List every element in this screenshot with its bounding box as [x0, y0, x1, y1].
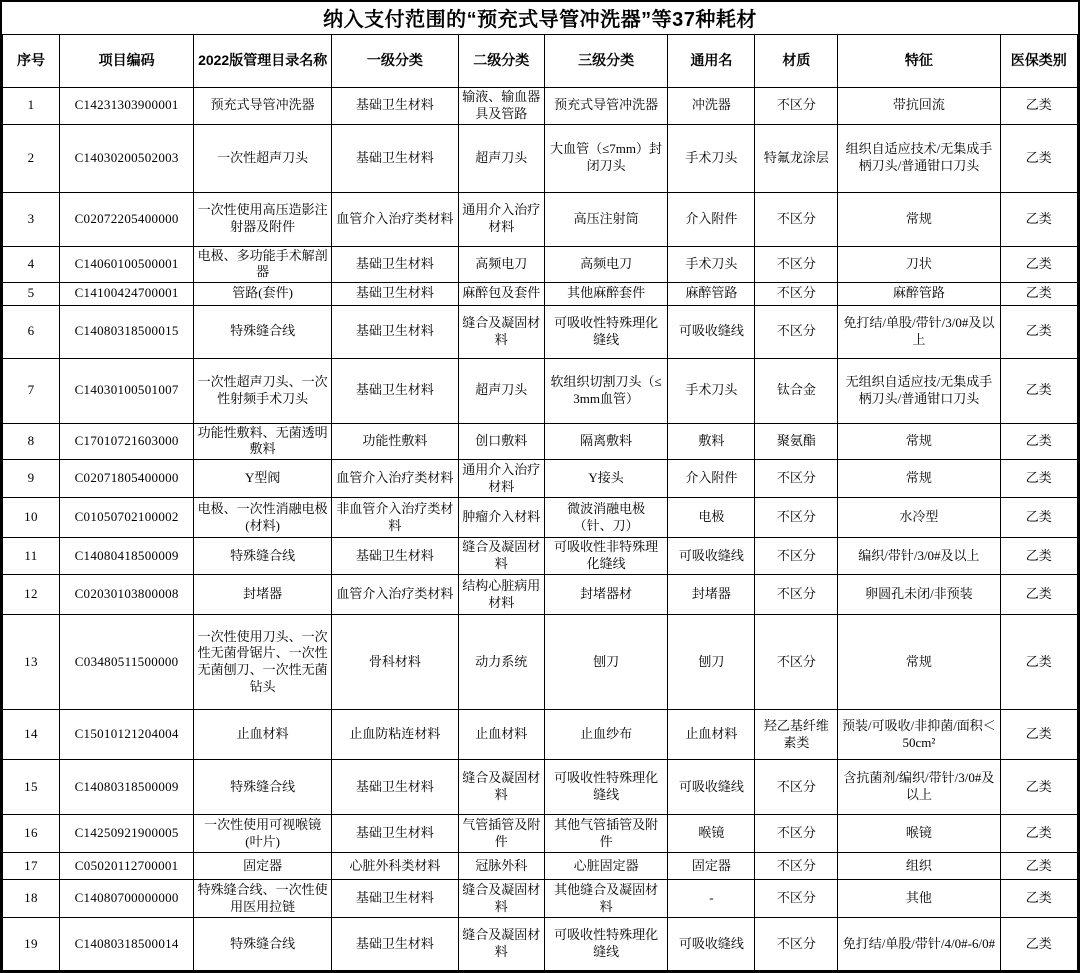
table-cell: C14080318500015 [59, 305, 193, 358]
table-cell: 4 [3, 246, 60, 282]
column-header: 三级分类 [544, 34, 668, 87]
table-cell: 超声刀头 [458, 358, 544, 423]
table-cell: 麻醉包及套件 [458, 282, 544, 305]
table-cell: 不区分 [755, 192, 838, 246]
table-cell: 喉镜 [838, 815, 1000, 853]
table-cell: Y型阀 [194, 460, 332, 498]
table-cell: 常规 [838, 192, 1000, 246]
table-cell: 刨刀 [668, 615, 755, 710]
consumables-table [2, 34, 1078, 972]
column-header: 通用名 [668, 34, 755, 87]
table-cell: 17 [3, 853, 60, 880]
table-cell: 乙类 [1000, 575, 1077, 615]
table-cell: 乙类 [1000, 358, 1077, 423]
table-cell: C14080318500009 [59, 760, 193, 815]
table-cell: 止血纱布 [544, 710, 668, 760]
table-cell: 10 [3, 498, 60, 538]
table-body [3, 87, 1078, 971]
table-cell: 电极、一次性消融电极(材料) [194, 498, 332, 538]
table-cell: 不区分 [755, 246, 838, 282]
table-cell: 敷料 [668, 423, 755, 459]
table-cell: 免打结/单股/带针/4/0#-6/0# [838, 918, 1000, 971]
table-cell: 基础卫生材料 [331, 880, 458, 918]
table-cell: 不区分 [755, 538, 838, 575]
table-cell: 动力系统 [458, 615, 544, 710]
table-cell: C15010121204004 [59, 710, 193, 760]
table-cell: 特殊缝合线 [194, 918, 332, 971]
table-cell: 1 [3, 87, 60, 124]
table-cell: 常规 [838, 423, 1000, 459]
table-cell: C14250921900005 [59, 815, 193, 853]
table-cell: 乙类 [1000, 246, 1077, 282]
table-cell: 喉镜 [668, 815, 755, 853]
table-cell: 骨科材料 [331, 615, 458, 710]
table-cell: 肿瘤介入材料 [458, 498, 544, 538]
table-cell: 可吸收缝线 [668, 538, 755, 575]
table-cell: C05020112700001 [59, 853, 193, 880]
table-cell: 不区分 [755, 87, 838, 124]
table-cell: 管路(套件) [194, 282, 332, 305]
table-cell: 乙类 [1000, 498, 1077, 538]
table-row [3, 460, 1078, 498]
table-row [3, 815, 1078, 853]
table-cell: 一次性使用可视喉镜(叶片) [194, 815, 332, 853]
table-row [3, 124, 1078, 192]
table-cell: 聚氨酯 [755, 423, 838, 459]
table-cell: 止血防粘连材料 [331, 710, 458, 760]
table-cell: 固定器 [194, 853, 332, 880]
column-header: 医保类别 [1000, 34, 1077, 87]
table-cell: 特殊缝合线 [194, 538, 332, 575]
table-cell: 卵圆孔未闭/非预装 [838, 575, 1000, 615]
table-cell: 冠脉外科 [458, 853, 544, 880]
table-cell: 乙类 [1000, 615, 1077, 710]
table-cell: 不区分 [755, 498, 838, 538]
table-cell: 缝合及凝固材料 [458, 538, 544, 575]
table-cell: 乙类 [1000, 880, 1077, 918]
table-cell: 可吸收缝线 [668, 918, 755, 971]
table-row [3, 358, 1078, 423]
table-cell: 高频电刀 [458, 246, 544, 282]
table-cell: 乙类 [1000, 538, 1077, 575]
table-cell: 电极 [668, 498, 755, 538]
table-cell: C14060100500001 [59, 246, 193, 282]
table-cell: C14080318500014 [59, 918, 193, 971]
table-cell: 18 [3, 880, 60, 918]
table-cell: Y接头 [544, 460, 668, 498]
table-cell: 其他气管插管及附件 [544, 815, 668, 853]
table-cell: 乙类 [1000, 282, 1077, 305]
table-cell: 特殊缝合线 [194, 760, 332, 815]
column-header: 序号 [3, 34, 60, 87]
table-row [3, 498, 1078, 538]
table-row [3, 575, 1078, 615]
table-cell: 固定器 [668, 853, 755, 880]
table-cell: 预装/可吸收/非抑菌/面积＜50cm² [838, 710, 1000, 760]
table-cell: 不区分 [755, 615, 838, 710]
table-cell: 特氟龙涂层 [755, 124, 838, 192]
table-cell: 超声刀头 [458, 124, 544, 192]
table-cell: 手术刀头 [668, 358, 755, 423]
column-header: 特征 [838, 34, 1000, 87]
table-cell: C02030103800008 [59, 575, 193, 615]
table-cell: 不区分 [755, 760, 838, 815]
table-cell: C03480511500000 [59, 615, 193, 710]
table-cell: C14231303900001 [59, 87, 193, 124]
table-cell: 乙类 [1000, 918, 1077, 971]
table-cell: 电极、多功能手术解剖器 [194, 246, 332, 282]
table-cell: - [668, 880, 755, 918]
table-cell: 不区分 [755, 460, 838, 498]
table-cell: 乙类 [1000, 305, 1077, 358]
table-row [3, 538, 1078, 575]
table-cell: 13 [3, 615, 60, 710]
table-cell: 一次性使用高压造影注射器及附件 [194, 192, 332, 246]
table-cell: 功能性敷料 [331, 423, 458, 459]
table-cell: 气管插管及附件 [458, 815, 544, 853]
table-cell: 输液、输血器具及管路 [458, 87, 544, 124]
table-cell: 组织 [838, 853, 1000, 880]
table-cell: 基础卫生材料 [331, 918, 458, 971]
table-cell: 预充式导管冲洗器 [544, 87, 668, 124]
table-cell: 组织自适应技术/无集成手柄刀头/普通钳口刀头 [838, 124, 1000, 192]
table-cell: 不区分 [755, 575, 838, 615]
table-cell: 手术刀头 [668, 246, 755, 282]
table-row [3, 760, 1078, 815]
table-cell: 常规 [838, 615, 1000, 710]
table-cell: 19 [3, 918, 60, 971]
table-cell: 乙类 [1000, 760, 1077, 815]
table-cell: C02071805400000 [59, 460, 193, 498]
table-cell: 其他 [838, 880, 1000, 918]
table-cell: 乙类 [1000, 423, 1077, 459]
table-cell: 不区分 [755, 815, 838, 853]
table-cell: C14030100501007 [59, 358, 193, 423]
table-row [3, 880, 1078, 918]
table-cell: 通用介入治疗材料 [458, 460, 544, 498]
table-cell: 14 [3, 710, 60, 760]
table-cell: 基础卫生材料 [331, 815, 458, 853]
table-cell: 微波消融电极（针、刀） [544, 498, 668, 538]
table-cell: 血管介入治疗类材料 [331, 460, 458, 498]
table-cell: 封堵器材 [544, 575, 668, 615]
table-cell: 一次性使用刀头、一次性无菌骨锯片、一次性无菌刨刀、一次性无菌钻头 [194, 615, 332, 710]
table-cell: 不区分 [755, 853, 838, 880]
table-cell: 水冷型 [838, 498, 1000, 538]
table-cell: C14100424700001 [59, 282, 193, 305]
table-row [3, 918, 1078, 971]
table-cell: 功能性敷料、无菌透明敷料 [194, 423, 332, 459]
table-cell: 介入附件 [668, 460, 755, 498]
table-cell: 12 [3, 575, 60, 615]
table-row [3, 853, 1078, 880]
table-cell: 缝合及凝固材料 [458, 760, 544, 815]
table-cell: 软组织切割刀头（≤3mm血管） [544, 358, 668, 423]
table-cell: 刨刀 [544, 615, 668, 710]
table-cell: 通用介入治疗材料 [458, 192, 544, 246]
column-header: 项目编码 [59, 34, 193, 87]
table-cell: 基础卫生材料 [331, 538, 458, 575]
table-cell: C14080418500009 [59, 538, 193, 575]
table-cell: C14030200502003 [59, 124, 193, 192]
table-cell: 常规 [838, 460, 1000, 498]
table-cell: 特殊缝合线 [194, 305, 332, 358]
page-title: 纳入支付范围的“预充式导管冲洗器”等37种耗材 [323, 9, 757, 32]
table-cell: 乙类 [1000, 192, 1077, 246]
table-cell: 其他缝合及凝固材料 [544, 880, 668, 918]
table-cell: 大血管（≤7mm）封闭刀头 [544, 124, 668, 192]
table-cell: 钛合金 [755, 358, 838, 423]
table-cell: 可吸收性特殊理化缝线 [544, 760, 668, 815]
table-cell: 缝合及凝固材料 [458, 305, 544, 358]
table-cell: 可吸收缝线 [668, 760, 755, 815]
table-cell: 免打结/单股/带针/3/0#及以上 [838, 305, 1000, 358]
table-cell: 不区分 [755, 880, 838, 918]
table-cell: 可吸收性非特殊理化缝线 [544, 538, 668, 575]
column-header: 二级分类 [458, 34, 544, 87]
table-cell: 可吸收性特殊理化缝线 [544, 305, 668, 358]
table-cell: 止血材料 [458, 710, 544, 760]
table-cell: 编织/带针/3/0#及以上 [838, 538, 1000, 575]
column-header: 2022版管理目录名称 [194, 34, 332, 87]
table-cell: 不区分 [755, 918, 838, 971]
column-header: 一级分类 [331, 34, 458, 87]
table-cell: 心脏固定器 [544, 853, 668, 880]
table-cell: 16 [3, 815, 60, 853]
table-cell: C01050702100002 [59, 498, 193, 538]
table-cell: 含抗菌剂/编织/带针/3/0#及以上 [838, 760, 1000, 815]
table-row [3, 710, 1078, 760]
table-cell: 麻醉管路 [668, 282, 755, 305]
table-cell: 乙类 [1000, 815, 1077, 853]
header-row [3, 34, 1078, 87]
table-cell: 缝合及凝固材料 [458, 918, 544, 971]
table-cell: 乙类 [1000, 87, 1077, 124]
table-cell: 9 [3, 460, 60, 498]
table-cell: 预充式导管冲洗器 [194, 87, 332, 124]
table-cell: 非血管介入治疗类材料 [331, 498, 458, 538]
table-cell: 11 [3, 538, 60, 575]
table-cell: 基础卫生材料 [331, 305, 458, 358]
table-cell: 封堵器 [668, 575, 755, 615]
table-row [3, 282, 1078, 305]
table-cell: 高压注射筒 [544, 192, 668, 246]
table-row [3, 246, 1078, 282]
table-cell: 一次性超声刀头 [194, 124, 332, 192]
table-cell: 基础卫生材料 [331, 358, 458, 423]
table-row [3, 192, 1078, 246]
table-cell: 乙类 [1000, 853, 1077, 880]
table-cell: 一次性超声刀头、一次性射频手术刀头 [194, 358, 332, 423]
table-row [3, 615, 1078, 710]
table-cell: 高频电刀 [544, 246, 668, 282]
table-cell: 血管介入治疗类材料 [331, 575, 458, 615]
table-cell: 可吸收性特殊理化缝线 [544, 918, 668, 971]
table-cell: 缝合及凝固材料 [458, 880, 544, 918]
table-cell: 隔离敷料 [544, 423, 668, 459]
table-cell: 6 [3, 305, 60, 358]
table-cell: 15 [3, 760, 60, 815]
table-cell: 麻醉管路 [838, 282, 1000, 305]
table-cell: 可吸收缝线 [668, 305, 755, 358]
table-cell: 3 [3, 192, 60, 246]
table-cell: C14080700000000 [59, 880, 193, 918]
table-cell: 刀状 [838, 246, 1000, 282]
table-cell: 乙类 [1000, 710, 1077, 760]
table-cell: 带抗回流 [838, 87, 1000, 124]
table-cell: 5 [3, 282, 60, 305]
table-cell: 基础卫生材料 [331, 760, 458, 815]
table-cell: 8 [3, 423, 60, 459]
table-cell: 基础卫生材料 [331, 87, 458, 124]
table-cell: C02072205400000 [59, 192, 193, 246]
table-cell: 创口敷料 [458, 423, 544, 459]
table-cell: 手术刀头 [668, 124, 755, 192]
table-cell: 乙类 [1000, 460, 1077, 498]
table-cell: C17010721603000 [59, 423, 193, 459]
table-cell: 止血材料 [668, 710, 755, 760]
column-header: 材质 [755, 34, 838, 87]
table-row [3, 423, 1078, 459]
table-row [3, 87, 1078, 124]
table-cell: 不区分 [755, 305, 838, 358]
table-cell: 基础卫生材料 [331, 246, 458, 282]
table-cell: 羟乙基纤维素类 [755, 710, 838, 760]
table-cell: 7 [3, 358, 60, 423]
table-cell: 基础卫生材料 [331, 124, 458, 192]
table-cell: 不区分 [755, 282, 838, 305]
table-cell: 止血材料 [194, 710, 332, 760]
table-cell: 心脏外科类材料 [331, 853, 458, 880]
table-row [3, 305, 1078, 358]
table-cell: 血管介入治疗类材料 [331, 192, 458, 246]
table-cell: 介入附件 [668, 192, 755, 246]
table-cell: 2 [3, 124, 60, 192]
table-cell: 无组织自适应技/无集成手柄刀头/普通钳口刀头 [838, 358, 1000, 423]
table-cell: 特殊缝合线、一次性使用医用拉链 [194, 880, 332, 918]
table-cell: 其他麻醉套件 [544, 282, 668, 305]
table-cell: 封堵器 [194, 575, 332, 615]
table-cell: 冲洗器 [668, 87, 755, 124]
table-cell: 结构心脏病用材料 [458, 575, 544, 615]
table-cell: 基础卫生材料 [331, 282, 458, 305]
table-cell: 乙类 [1000, 124, 1077, 192]
